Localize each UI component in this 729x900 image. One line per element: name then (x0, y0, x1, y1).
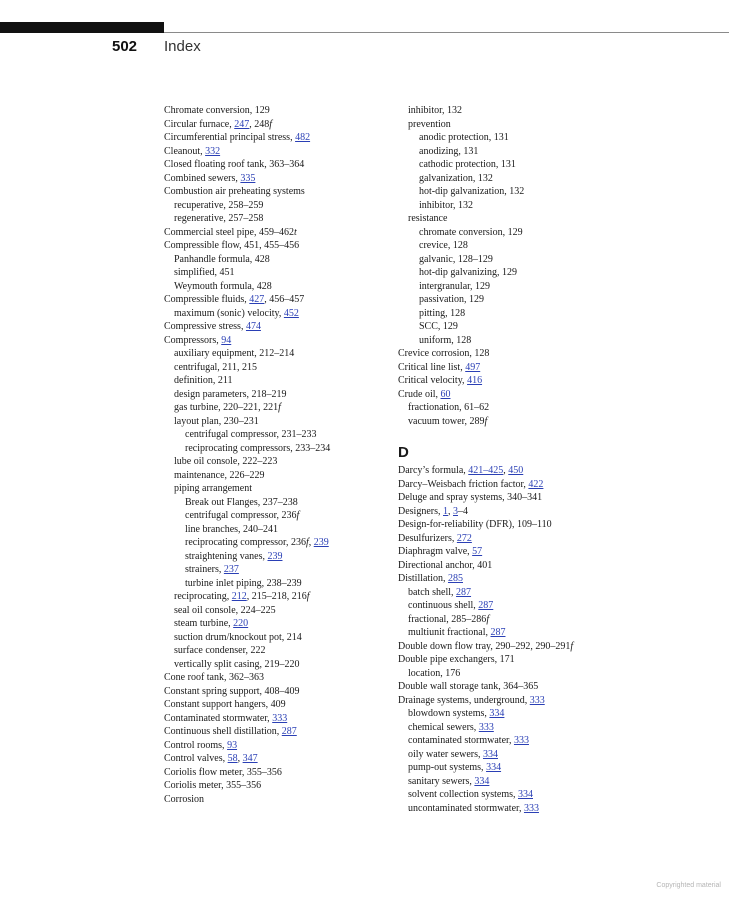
entry-text: inhibitor, 132 (408, 105, 463, 116)
entry-text: reciprocating compressor, 236 (185, 537, 306, 548)
index-entry (164, 671, 389, 685)
entry-text: Control rooms, (164, 739, 228, 751)
entry-text: location, 176 (408, 667, 461, 679)
index-subentry (164, 428, 389, 442)
index-subentry (164, 253, 389, 267)
figure-table-marker: f (278, 402, 281, 413)
page-link[interactable]: 285 (448, 573, 463, 584)
entry-text: strainers, (185, 564, 224, 575)
index-entry (164, 239, 389, 253)
index-subentry (164, 199, 389, 213)
index-column-right (398, 104, 623, 815)
index-entry (164, 685, 389, 699)
page-link[interactable]: 333 (272, 712, 288, 724)
entry-text: Chromate conversion, 129 (164, 105, 270, 116)
entry-text: lube oil console, 222–223 (174, 456, 278, 467)
entry-text: Critical velocity, (398, 375, 468, 386)
index-entry (164, 104, 389, 118)
entry-text: vacuum tower, 289 (408, 415, 485, 427)
entry-text: design parameters, 218–219 (174, 388, 287, 400)
entry-text: suction drum/knockout pot, 214 (174, 631, 302, 643)
index-subentry (164, 563, 389, 577)
header-rule (164, 32, 729, 33)
index-entry (398, 680, 623, 694)
entry-text: contaminated stormwater, (408, 735, 514, 746)
entry-text: Designers, (398, 505, 443, 517)
index-subentry (164, 644, 389, 658)
index-subentry (164, 212, 389, 226)
entry-text: , (237, 753, 243, 764)
page-number: 502 (112, 38, 138, 55)
entry-text: Drainage systems, underground, (398, 694, 530, 706)
index-column-left (164, 104, 389, 806)
page-link[interactable]: 422 (528, 478, 544, 490)
entry-text: Circumferential principal stress, (164, 132, 296, 143)
index-entry (398, 559, 623, 573)
entry-text: Darcy’s formula, (398, 465, 469, 476)
entry-text: piping arrangement (174, 483, 253, 494)
entry-text: Constant spring support, 408–409 (164, 685, 300, 697)
entry-text: Double down flow tray, 290–292, 290–291 (398, 640, 571, 652)
figure-table-marker: f (305, 537, 309, 548)
page-link[interactable]: 237 (223, 564, 239, 575)
figure-table-marker: f (570, 640, 574, 652)
index-subentry (398, 158, 623, 172)
index-entry (398, 374, 623, 388)
entry-text: batch shell, (408, 586, 457, 598)
header-bar (0, 22, 164, 33)
index-entry (164, 712, 389, 726)
entry-text: line branches, 240–241 (185, 523, 279, 535)
entry-text: straightening vanes, (185, 550, 268, 562)
index-subentry (164, 550, 389, 564)
index-subentry (164, 604, 389, 618)
entry-text: , 248 (249, 118, 270, 130)
index-subentry (164, 509, 389, 523)
figure-table-marker: f (486, 613, 490, 625)
index-entry (164, 698, 389, 712)
entry-text: pitting, 128 (419, 307, 466, 319)
entry-text: chromate conversion, 129 (419, 226, 523, 238)
index-subentry (398, 104, 623, 118)
index-subentry (398, 118, 623, 132)
index-subentry (164, 307, 389, 321)
index-entry (164, 158, 389, 172)
entry-text: continuous shell, (408, 600, 479, 611)
page-link[interactable]: 287 (478, 600, 494, 611)
index-entry (164, 779, 389, 793)
page-link[interactable]: 347 (242, 753, 258, 764)
index-subentry (164, 388, 389, 402)
index-subentry (398, 721, 623, 735)
entry-text: , 215–218, 216 (246, 591, 307, 602)
index-subentry (164, 455, 389, 469)
index-subentry (398, 253, 623, 267)
index-subentry (398, 199, 623, 213)
section-letter: D (398, 444, 409, 461)
index-entry (164, 131, 389, 145)
entry-text: Deluge and spray systems, 340–341 (398, 492, 543, 503)
entry-text: intergranular, 129 (419, 280, 491, 292)
page-link[interactable]: 239 (267, 550, 283, 562)
page-link[interactable]: 247 (234, 118, 250, 130)
entry-text: , (308, 537, 314, 548)
index-subentry (398, 775, 623, 789)
page-link[interactable]: 334 (489, 708, 505, 719)
figure-table-marker: f (484, 415, 488, 427)
index-subentry (398, 172, 623, 186)
index-entry (164, 185, 389, 199)
entry-text: Combined sewers, (164, 172, 241, 184)
entry-text: maintenance, 226–229 (174, 469, 265, 481)
entry-text: Circular furnace, (164, 118, 235, 130)
index-subentry (398, 613, 623, 627)
page-link[interactable]: 3 (453, 505, 458, 517)
index-subentry (398, 401, 623, 415)
entry-text: passivation, 129 (419, 294, 484, 305)
index-entry (164, 118, 389, 132)
entry-text: resistance (408, 213, 448, 224)
entry-text: blowdown systems, (408, 708, 490, 719)
entry-text: Coriolis flow meter, 355–356 (164, 766, 282, 778)
entry-text: Closed floating roof tank, 363–364 (164, 159, 305, 170)
index-subentry (164, 442, 389, 456)
entry-text: hot-dip galvanization, 132 (419, 186, 525, 197)
page-link[interactable]: 1 (443, 505, 448, 517)
figure-table-marker: f (296, 510, 300, 521)
page-link[interactable]: 333 (513, 735, 529, 746)
entry-text: anodizing, 131 (419, 145, 479, 157)
index-entry (398, 640, 623, 654)
entry-text: multiunit fractional, (408, 627, 491, 638)
entry-text: Double pipe exchangers, 171 (398, 654, 515, 665)
entry-text: Distillation, (398, 573, 448, 584)
entry-text: Design-for-reliability (DFR), 109–110 (398, 519, 552, 530)
index-subentry (164, 577, 389, 591)
figure-table-marker: f (269, 118, 273, 130)
index-entry (164, 226, 389, 240)
index-subentry (164, 536, 389, 550)
index-subentry (398, 131, 623, 145)
page-link[interactable]: 93 (227, 739, 238, 751)
page-link[interactable]: 287 (490, 627, 506, 638)
index-subentry (398, 280, 623, 294)
entry-text: solvent collection systems, (408, 789, 518, 800)
index-entry (164, 766, 389, 780)
page-link[interactable]: 334 (474, 775, 490, 787)
entry-text: chemical sewers, (408, 721, 479, 733)
entry-text: Control valves, (164, 753, 228, 764)
index-subentry (164, 496, 389, 510)
index-entry (398, 491, 623, 505)
entry-text: reciprocating, (174, 591, 232, 602)
page-link[interactable]: 287 (281, 726, 297, 737)
index-entry (398, 694, 623, 708)
entry-text: reciprocating compressors, 233–234 (185, 442, 331, 454)
figure-table-marker: t (293, 226, 297, 238)
page-link[interactable]: 57 (472, 546, 483, 557)
entry-text: prevention (408, 118, 451, 130)
entry-text: cathodic protection, 131 (419, 159, 516, 170)
entry-text: seal oil console, 224–225 (174, 604, 276, 616)
entry-text: Panhandle formula, 428 (174, 253, 270, 265)
page-link[interactable]: 58 (227, 753, 238, 764)
index-entry (164, 793, 389, 807)
index-subentry (398, 307, 623, 321)
index-subentry (164, 347, 389, 361)
entry-text: Cleanout, (164, 145, 206, 157)
page-link[interactable]: 334 (518, 789, 533, 800)
index-entry (164, 145, 389, 159)
index-entry (398, 478, 623, 492)
index-entry (398, 347, 623, 361)
index-entry (164, 293, 389, 307)
index-subentry (164, 523, 389, 537)
entry-text: turbine inlet piping, 238–239 (185, 577, 302, 589)
entry-text: Cone roof tank, 362–363 (164, 672, 264, 683)
page-link[interactable]: 239 (313, 537, 329, 548)
entry-text: fractional, 285–286 (408, 613, 487, 625)
index-subentry (164, 374, 389, 388)
page-link[interactable]: 416 (467, 375, 483, 386)
page-link[interactable]: 427 (249, 294, 265, 305)
index-subentry (398, 599, 623, 613)
page-link[interactable]: 334 (482, 748, 498, 760)
index-subentry (398, 239, 623, 253)
entry-text: fractionation, 61–62 (408, 402, 490, 413)
entry-text: simplified, 451 (174, 267, 235, 278)
entry-text: surface condenser, 222 (174, 645, 266, 656)
index-entry (398, 572, 623, 586)
index-subentry (398, 185, 623, 199)
index-entry (164, 172, 389, 186)
page-link[interactable]: 332 (205, 145, 221, 157)
entry-text: oily water sewers, (408, 748, 483, 760)
index-subentry (398, 334, 623, 348)
index-subentry (398, 266, 623, 280)
entry-text: SCC, 129 (419, 321, 458, 332)
entry-text: anodic protection, 131 (419, 132, 509, 143)
index-subentry (398, 748, 623, 762)
entry-text: Corrosion (164, 793, 204, 805)
page-link[interactable]: 333 (523, 802, 539, 814)
entry-text: Weymouth formula, 428 (174, 280, 272, 292)
entry-text: Compressors, (164, 334, 222, 346)
index-subentry (398, 586, 623, 600)
entry-text: inhibitor, 132 (419, 199, 474, 211)
entry-text: Directional anchor, 401 (398, 559, 493, 571)
figure-table-marker: f (306, 591, 310, 602)
entry-text: recuperative, 258–259 (174, 199, 264, 211)
index-entry (398, 532, 623, 546)
entry-text: sanitary sewers, (408, 775, 475, 787)
entry-text: Compressible fluids, (164, 294, 250, 305)
index-subentry (398, 667, 623, 681)
entry-text: Diaphragm valve, (398, 546, 473, 557)
page-link[interactable]: 482 (295, 132, 311, 143)
entry-text: Break out Flanges, 237–238 (185, 496, 298, 508)
index-subentry (164, 482, 389, 496)
index-subentry (164, 361, 389, 375)
page-link[interactable]: 450 (508, 465, 524, 476)
page-link[interactable]: 452 (283, 307, 299, 319)
index-entry (164, 320, 389, 334)
index-subentry (398, 320, 623, 334)
index-entry (164, 752, 389, 766)
index-entry (398, 505, 623, 519)
entry-text: Compressible flow, 451, 455–456 (164, 240, 300, 251)
entry-text: , (503, 465, 509, 476)
entry-text: Continuous shell distillation, (164, 726, 282, 737)
entry-text: Commercial steel pipe, 459–462 (164, 226, 294, 238)
entry-text: –4 (458, 505, 468, 517)
index-entry (398, 545, 623, 559)
page-link[interactable]: 334 (486, 762, 502, 773)
page-link[interactable]: 333 (529, 694, 545, 706)
index-subentry (398, 734, 623, 748)
index-entry (398, 388, 623, 402)
index-subentry (398, 626, 623, 640)
entry-text: centrifugal compressor, 231–233 (185, 429, 317, 440)
entry-text: crevice, 128 (419, 240, 468, 251)
index-entry (164, 334, 389, 348)
index-subentry (164, 401, 389, 415)
entry-text: centrifugal compressor, 236 (185, 510, 297, 521)
page-link[interactable]: 335 (240, 172, 256, 184)
index-entry (164, 725, 389, 739)
entry-text: Compressive stress, (164, 321, 246, 332)
index-subentry (398, 226, 623, 240)
page-link[interactable]: 497 (465, 361, 481, 373)
index-subentry (164, 266, 389, 280)
index-entry (398, 464, 623, 478)
entry-text: vertically split casing, 219–220 (174, 658, 300, 670)
page-link[interactable]: 60 (440, 388, 451, 400)
entry-text: uncontaminated stormwater, (408, 802, 524, 814)
index-subentry (164, 617, 389, 631)
entry-text: Crude oil, (398, 388, 441, 400)
page-link[interactable]: 94 (221, 334, 232, 346)
entry-text: Darcy–Weisbach friction factor, (398, 478, 529, 490)
index-subentry (398, 802, 623, 816)
entry-text: Crevice corrosion, 128 (398, 348, 490, 359)
entry-text: layout plan, 230–231 (174, 415, 259, 427)
entry-text: maximum (sonic) velocity, (174, 307, 284, 319)
page-link[interactable]: 272 (456, 532, 472, 544)
copyright-watermark: Copyrighted material (656, 882, 721, 889)
index-subentry (398, 707, 623, 721)
entry-text: definition, 211 (174, 375, 233, 386)
entry-text: Contaminated stormwater, (164, 712, 273, 724)
page-link[interactable]: 333 (478, 721, 494, 733)
entry-text: Coriolis meter, 355–356 (164, 780, 262, 791)
page-link[interactable]: 212 (231, 591, 247, 602)
entry-text: centrifugal, 211, 215 (174, 361, 257, 373)
index-subentry (398, 788, 623, 802)
page-link[interactable]: 287 (456, 586, 472, 598)
entry-text: Constant support hangers, 409 (164, 699, 286, 710)
index-subentry (398, 293, 623, 307)
page-link[interactable]: 220 (233, 618, 249, 629)
index-subentry (398, 212, 623, 226)
entry-text: , (448, 505, 453, 517)
page-link[interactable]: 474 (245, 321, 261, 332)
index-subentry (164, 658, 389, 672)
entry-text: gas turbine, 220–221, 221 (174, 402, 279, 413)
index-subentry (164, 415, 389, 429)
index-subentry (164, 469, 389, 483)
entry-text: auxiliary equipment, 212–214 (174, 348, 295, 359)
entry-text: steam turbine, (174, 618, 234, 629)
entry-text: Desulfurizers, (398, 532, 457, 544)
running-head: Index (164, 38, 201, 55)
entry-text: regenerative, 257–258 (174, 213, 264, 224)
index-subentry (398, 145, 623, 159)
entry-text: pump-out systems, (408, 762, 487, 773)
entry-text: , 456–457 (264, 294, 305, 305)
index-entry (398, 361, 623, 375)
entry-text: Double wall storage tank, 364–365 (398, 681, 539, 692)
page-link[interactable]: 421–425 (468, 465, 504, 476)
entry-text: galvanization, 132 (419, 172, 493, 184)
entry-text: galvanic, 128–129 (419, 253, 493, 265)
entry-text: Combustion air preheating systems (164, 186, 305, 197)
index-subentry (398, 761, 623, 775)
index-subentry (164, 631, 389, 645)
index-entry (398, 653, 623, 667)
entry-text: hot-dip galvanizing, 129 (419, 267, 518, 278)
index-subentry (164, 280, 389, 294)
entry-text: uniform, 128 (419, 334, 472, 346)
entry-text: Critical line list, (398, 361, 466, 373)
index-entry (398, 518, 623, 532)
index-subentry (398, 415, 623, 429)
index-entry (164, 739, 389, 753)
index-subentry (164, 590, 389, 604)
